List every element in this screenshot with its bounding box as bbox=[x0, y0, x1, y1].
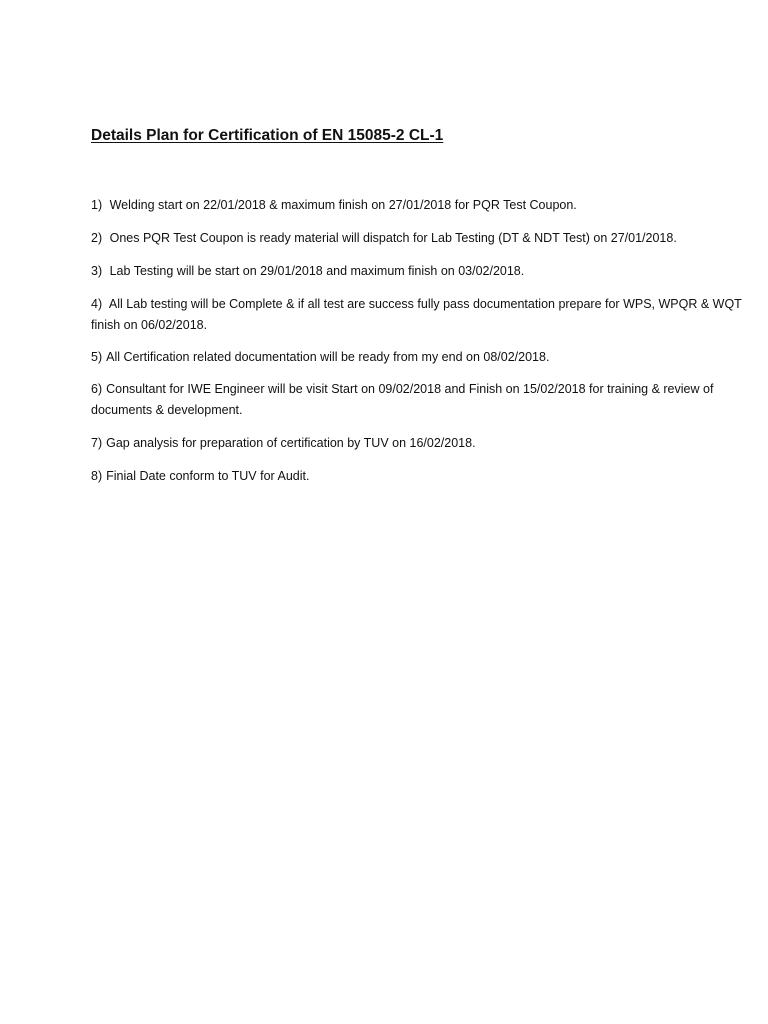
list-item-text: Consultant for IWE Engineer will be visit Start on 09/02/2018 and Finish on 15/02/2018 for training & review of documents & development. bbox=[91, 382, 714, 417]
document-title: Details Plan for Certification of EN 15085-2 CL-1 bbox=[91, 127, 444, 144]
list-item-1 bbox=[91, 195, 751, 216]
list-item-number: 8) bbox=[91, 469, 103, 483]
list-item-number: 3) bbox=[91, 264, 103, 278]
list-item-number: 5) bbox=[91, 350, 103, 364]
list-item-number: 1) bbox=[91, 198, 103, 212]
list-item-text: Ones PQR Test Coupon is ready material will dispatch for Lab Testing (DT & NDT Test) on 27/01/2018. bbox=[109, 231, 677, 245]
list-item-text: All Certification related documentation will be ready from my end on 08/02/2018. bbox=[106, 350, 550, 364]
list-item-3 bbox=[91, 261, 751, 282]
list-item-8 bbox=[91, 466, 751, 487]
list-item-text: All Lab testing will be Complete & if all test are success fully pass documentation prepare for WPS, WPQR & WQT finish on 06/02/2018. bbox=[91, 297, 742, 332]
list-item-6 bbox=[91, 379, 751, 421]
list-item-text: Gap analysis for preparation of certification by TUV on 16/02/2018. bbox=[106, 436, 476, 450]
list-item-5 bbox=[91, 347, 751, 368]
list-item-number: 4) bbox=[91, 297, 103, 311]
list-item-text: Finial Date conform to TUV for Audit. bbox=[106, 469, 310, 483]
list-item-7 bbox=[91, 433, 751, 454]
list-item-text: Lab Testing will be start on 29/01/2018 and maximum finish on 03/02/2018. bbox=[109, 264, 525, 278]
list-item-number: 6) bbox=[91, 382, 103, 396]
list-item-2 bbox=[91, 228, 751, 249]
list-item-4 bbox=[91, 294, 751, 336]
list-item-number: 2) bbox=[91, 231, 103, 245]
list-item-number: 7) bbox=[91, 436, 103, 450]
list-item-text: Welding start on 22/01/2018 & maximum finish on 27/01/2018 for PQR Test Coupon. bbox=[109, 198, 577, 212]
